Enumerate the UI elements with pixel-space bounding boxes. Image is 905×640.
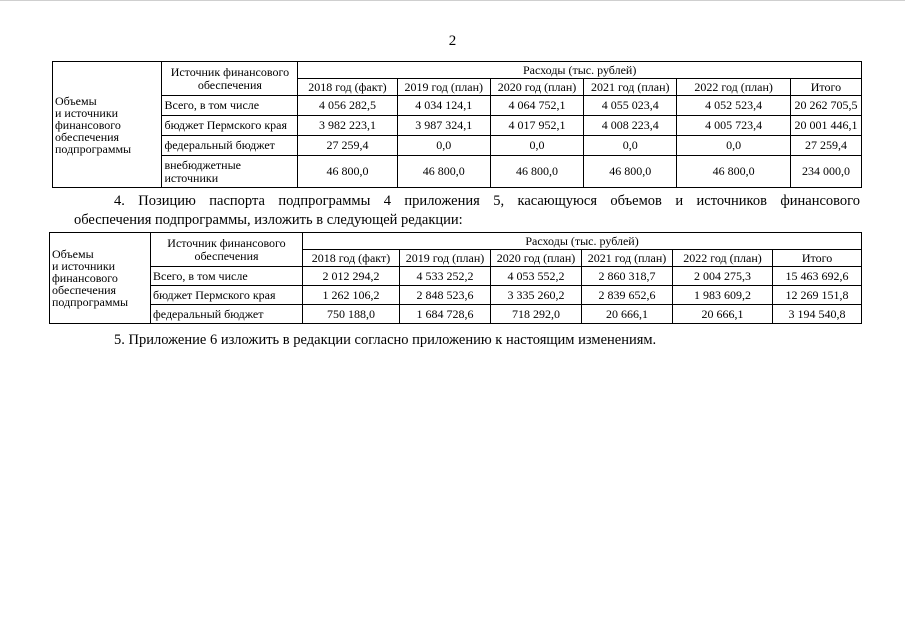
table2-source-header: Источник финансового обеспечения xyxy=(151,233,303,267)
table-cell: 4 034 124,1 xyxy=(397,96,490,116)
table-cell: 0,0 xyxy=(677,136,791,156)
table-cell: 20 001 446,1 xyxy=(790,116,861,136)
table2-year-header: 2019 год (план) xyxy=(400,250,491,267)
table-cell: 46 800,0 xyxy=(298,156,397,188)
table1-label-text: Объемы и источники финансового обеспечения подпрограммы xyxy=(55,93,132,156)
table2-row-label xyxy=(50,233,151,324)
table-cell: 4 017 952,1 xyxy=(490,116,583,136)
table1-row-label xyxy=(53,62,162,188)
table-cell: 3 335 260,2 xyxy=(491,286,582,305)
table-row xyxy=(53,136,862,156)
table-cell: 750 188,0 xyxy=(303,305,400,324)
table2-total-header: Итого xyxy=(773,250,862,267)
table1-source-cell: Всего, в том числе xyxy=(162,96,298,116)
table-cell: 3 982 223,1 xyxy=(298,116,397,136)
table-cell: 4 053 552,2 xyxy=(491,267,582,286)
table-row xyxy=(50,305,862,324)
table-cell: 234 000,0 xyxy=(790,156,861,188)
table-cell: 46 800,0 xyxy=(677,156,791,188)
page-number: 2 xyxy=(448,33,457,49)
table-cell: 12 269 151,8 xyxy=(773,286,862,305)
table-cell: 2 004 275,3 xyxy=(673,267,773,286)
table-cell: 46 800,0 xyxy=(490,156,583,188)
table-cell: 1 262 106,2 xyxy=(303,286,400,305)
table2-year-header: 2021 год (план) xyxy=(582,250,673,267)
table2-expenses-header: Расходы (тыс. рублей) xyxy=(303,233,862,250)
table-cell: 718 292,0 xyxy=(491,305,582,324)
funding-table-2 xyxy=(49,232,862,324)
table2-year-header: 2020 год (план) xyxy=(491,250,582,267)
table2-year-header: 2022 год (план) xyxy=(673,250,773,267)
table2-source-cell: федеральный бюджет xyxy=(151,305,303,324)
table-cell: 27 259,4 xyxy=(298,136,397,156)
table1-expenses-header: Расходы (тыс. рублей) xyxy=(298,62,862,79)
paragraph-4-line-2: обеспечения подпрограммы, изложить в следующей редакции: xyxy=(74,212,463,228)
table-cell: 46 800,0 xyxy=(584,156,677,188)
table-cell: 3 987 324,1 xyxy=(397,116,490,136)
table-cell: 20 666,1 xyxy=(582,305,673,324)
table-cell: 1 684 728,6 xyxy=(400,305,491,324)
table2-year-header: 2018 год (факт) xyxy=(303,250,400,267)
table-cell: 2 012 294,2 xyxy=(303,267,400,286)
paragraph-5: 5. Приложение 6 изложить в редакции согласно приложению к настоящим изменениям. xyxy=(114,332,657,348)
table-row xyxy=(53,116,862,136)
table-row xyxy=(50,286,862,305)
table-cell: 3 194 540,8 xyxy=(773,305,862,324)
table-cell: 4 052 523,4 xyxy=(677,96,791,116)
table-cell: 2 860 318,7 xyxy=(582,267,673,286)
table-cell: 15 463 692,6 xyxy=(773,267,862,286)
table2-source-cell: Всего, в том числе xyxy=(151,267,303,286)
table-cell: 2 848 523,6 xyxy=(400,286,491,305)
table1-year-header: 2018 год (факт) xyxy=(298,79,397,96)
table-cell: 4 005 723,4 xyxy=(677,116,791,136)
table-cell: 4 008 223,4 xyxy=(584,116,677,136)
table2-label-text: Объемы и источники финансового обеспечения подпрограммы xyxy=(52,247,129,309)
table-cell: 46 800,0 xyxy=(397,156,490,188)
table1-source-cell: бюджет Пермского края xyxy=(162,116,298,136)
table-cell: 20 262 705,5 xyxy=(790,96,861,116)
table1-source-header: Источник финансового обеспечения xyxy=(162,62,298,96)
table-cell: 27 259,4 xyxy=(790,136,861,156)
table1-source-cell: внебюджетные источники xyxy=(162,156,298,188)
table1-year-header: 2021 год (план) xyxy=(584,79,677,96)
table-cell: 0,0 xyxy=(584,136,677,156)
table-cell: 4 055 023,4 xyxy=(584,96,677,116)
table1-year-header: 2022 год (план) xyxy=(677,79,791,96)
paragraph-4-line-1: 4. Позицию паспорта подпрограммы 4 приложения 5, касающуюся объемов и источников финансового xyxy=(114,193,860,209)
table-cell: 4 533 252,2 xyxy=(400,267,491,286)
table-cell: 2 839 652,6 xyxy=(582,286,673,305)
table2-source-cell: бюджет Пермского края xyxy=(151,286,303,305)
table1-total-header: Итого xyxy=(790,79,861,96)
table-cell: 4 064 752,1 xyxy=(490,96,583,116)
table-row xyxy=(53,156,862,188)
table-cell: 4 056 282,5 xyxy=(298,96,397,116)
table1-year-header: 2019 год (план) xyxy=(397,79,490,96)
table1-year-header: 2020 год (план) xyxy=(490,79,583,96)
table-cell: 20 666,1 xyxy=(673,305,773,324)
table-cell: 1 983 609,2 xyxy=(673,286,773,305)
table1-source-cell: федеральный бюджет xyxy=(162,136,298,156)
table-row xyxy=(50,267,862,286)
top-border-line xyxy=(0,0,905,1)
paragraph-4 xyxy=(74,192,860,230)
funding-table-1 xyxy=(52,61,862,188)
table-cell: 0,0 xyxy=(490,136,583,156)
table-row xyxy=(53,96,862,116)
table-cell: 0,0 xyxy=(397,136,490,156)
